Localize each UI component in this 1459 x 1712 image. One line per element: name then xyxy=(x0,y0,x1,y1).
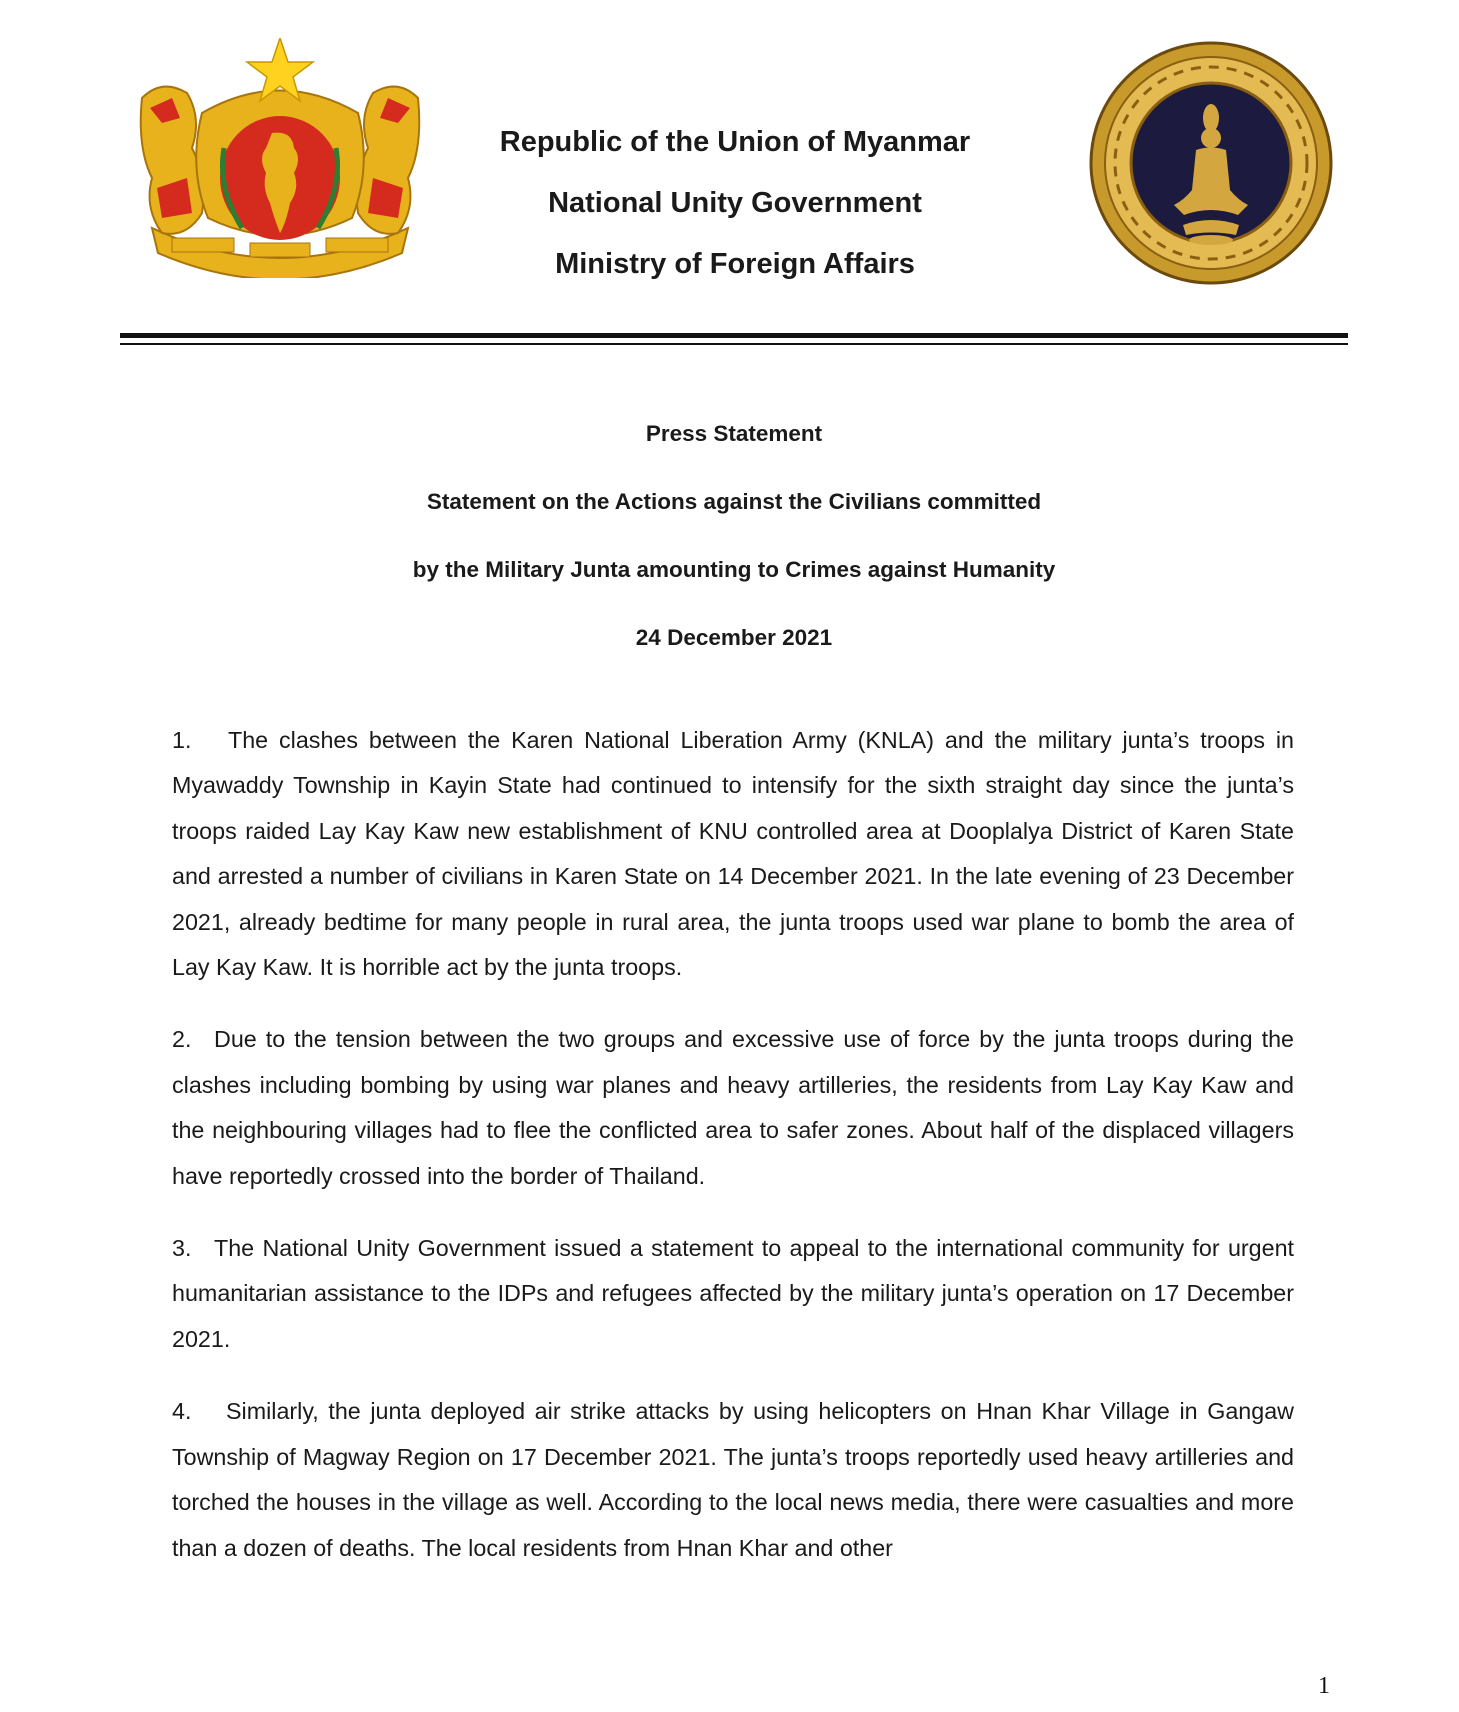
page-number: 1 xyxy=(1318,1673,1330,1699)
paragraph-text: Due to the tension between the two groups and excessive use of force by the junta troops during the clashes including bombing by using war planes and heavy artilleries, the residents from Lay Kay Kaw and the neighbouring villages had to flee the conflicted area to safer zones. About half of the displaced villagers have reportedly crossed into the border of Thailand. xyxy=(172,1026,1294,1189)
paragraph-number: 4. xyxy=(172,1398,192,1425)
state-seal-icon xyxy=(132,38,428,278)
paragraph-text: The National Unity Government issued a statement to appeal to the international community for urgent humanitarian assistance to the IDPs and refugees affected by the military junta’s operation on 17 December 2021. xyxy=(172,1235,1294,1352)
document-kind: Press Statement xyxy=(645,421,823,446)
paragraph-1 xyxy=(172,718,1294,990)
paragraph-4 xyxy=(172,1389,1294,1571)
paragraph-number: 2. xyxy=(172,1026,192,1053)
paragraph-3 xyxy=(172,1226,1294,1362)
paragraph-2 xyxy=(172,1017,1294,1199)
country-name: Republic of the Union of Myanmar xyxy=(499,126,971,158)
header-titles xyxy=(430,112,1040,295)
ministry-name: Ministry of Foreign Affairs xyxy=(555,248,915,280)
statement-titles xyxy=(200,400,1268,672)
statement-body xyxy=(172,718,1294,1598)
paragraph-text: The clashes between the Karen National Liberation Army (KNLA) and the military junta’s troops in Myawaddy Township in Kayin State had continued to intensify for the sixth straight day since the junta’s troops raided Lay Kay Kaw new establishment of KNU controlled area at Dooplalya District of Karen State and arrested a number of civilians in Karen State on 14 December 2021. In the late evening of 23 December 2021, already bedtime for many people in rural area, the junta troops used war plane to bomb the area of Lay Kay Kaw. It is horrible act by the junta troops. xyxy=(172,727,1294,981)
statement-title-line-2: by the Military Junta amounting to Crimes against Humanity xyxy=(412,557,1056,582)
header-divider-thick xyxy=(120,333,1348,338)
ministry-seal-icon xyxy=(1088,40,1334,286)
header-divider-thin xyxy=(120,343,1348,345)
government-name: National Unity Government xyxy=(548,187,922,219)
paragraph-number: 1. xyxy=(172,727,192,753)
paragraph-text: Similarly, the junta deployed air strike attacks by using helicopters on Hnan Khar Village in Gangaw Township of Magway Region on 17 December 2021. The junta’s troops reportedly used heavy artilleries and torched the houses in the village as well. According to the local news media, there were casualties and more than a dozen of deaths. The local residents from Hnan Khar and other xyxy=(172,1398,1294,1561)
statement-title-line-1: Statement on the Actions against the Civilians committed xyxy=(426,489,1042,514)
statement-date: 24 December 2021 xyxy=(635,625,833,650)
paragraph-number: 3. xyxy=(172,1235,192,1262)
